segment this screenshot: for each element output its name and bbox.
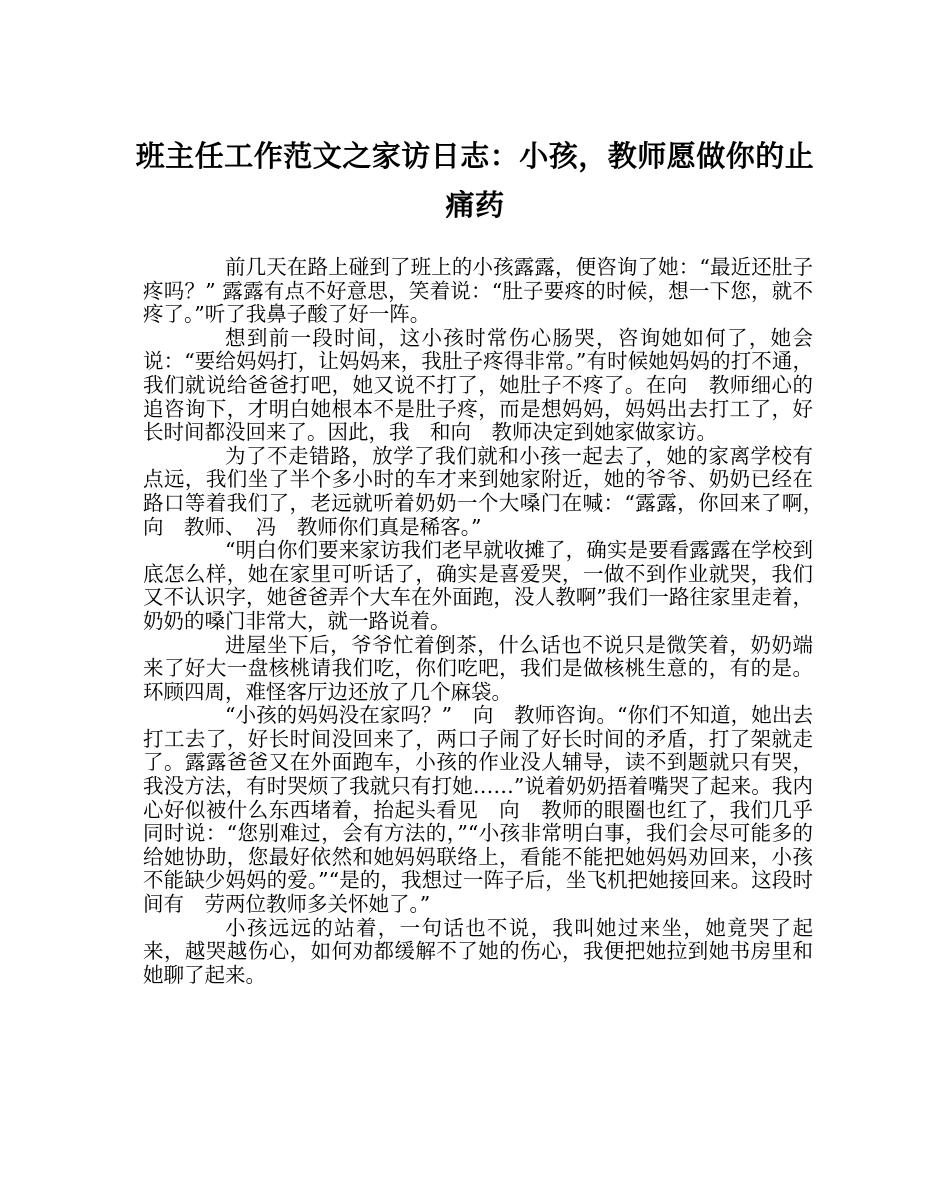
- paragraph-4: “明白你们要来家访我们老早就收摊了，确实是要看露露在学校到底怎么样，她在家里可听话了，确实是喜爱哭，一做不到作业就哭，我们又不认识字，她爸爸弄个大车在外面跑，没人教啊”我们一路往家里走着，奶奶的嗓门非常大，就一路说着。: [143, 538, 813, 633]
- paragraph-5: 进屋坐下后，爷爷忙着倒茶，什么话也不说只是微笑着，奶奶端来了好大一盘核桃请我们吃，你们吃吧，我们是做核桃生意的，有的是。环顾四周，难怪客厅边还放了几个麻袋。: [143, 632, 813, 704]
- paragraph-3: 为了不走错路，放学了我们就和小孩一起去了，她的家离学校有点远，我们坐了半个多小时的车才来到她家附近，她的爷爷、奶奶已经在路口等着我们了，老远就听着奶奶一个大嗓门在喊：“露露，你回来了啊， 向 教师、 冯 教师你们真是稀客。”: [143, 443, 834, 539]
- document-body: [143, 255, 834, 987]
- paragraph-6: “小孩的妈妈没在家吗？” 向 教师咨询。“你们不知道，她出去打工去了，好长时间没回来了，两口子闹了好长时间的矛盾，打了架就走了。露露爸爸又在外面跑车，小孩的作业没人辅导，读不到题就只有哭，我没方法，有时哭烦了我就只有打她……”说着奶奶捂着嘴哭了起来。我内心好似被什么东西堵着，抬起头看见 向 教师的眼圈也红了，我们几乎同时说：“您别难过，会有方法的，”“小孩非常明白事，我们会尽可能多的给她协助，您最好依然和她妈妈联络上，看能不能把她妈妈劝回来，小孩不能缺少妈妈的爱。”“是的，我想过一阵子后，坐飞机把她接回来。这段时间有 劳两位教师多关怀她了。”: [143, 703, 813, 917]
- paragraph-1: 前几天在路上碰到了班上的小孩露露，便咨询了她：“最近还肚子疼吗？” 露露有点不好意思，笑着说：“肚子要疼的时候，想一下您，就不疼了。”听了我鼻子酸了好一阵。: [143, 255, 813, 327]
- paragraph-7: 小孩远远的站着，一句话也不说，我叫她过来坐，她竟哭了起来，越哭越伤心，如何劝都缓解不了她的伤心，我便把她拉到她书房里和她聊了起来。: [143, 915, 813, 987]
- paragraph-2: 想到前一段时间，这小孩时常伤心肠哭，咨询她如何了，她会说：“要给妈妈打，让妈妈来，我肚子疼得非常。”有时候她妈妈的打不通，我们就说给爸爸打吧，她又说不打了，她肚子不疼了。在向 教师细心的追咨询下，才明白她根本不是肚子疼，而是想妈妈，妈妈出去打工了，好长时间都没回来了。因此，我 和向 教师决定到她家做家访。: [143, 325, 813, 445]
- document-title: 班主任工作范文之家访日志：小孩，教师愿做你的止痛药: [135, 139, 815, 222]
